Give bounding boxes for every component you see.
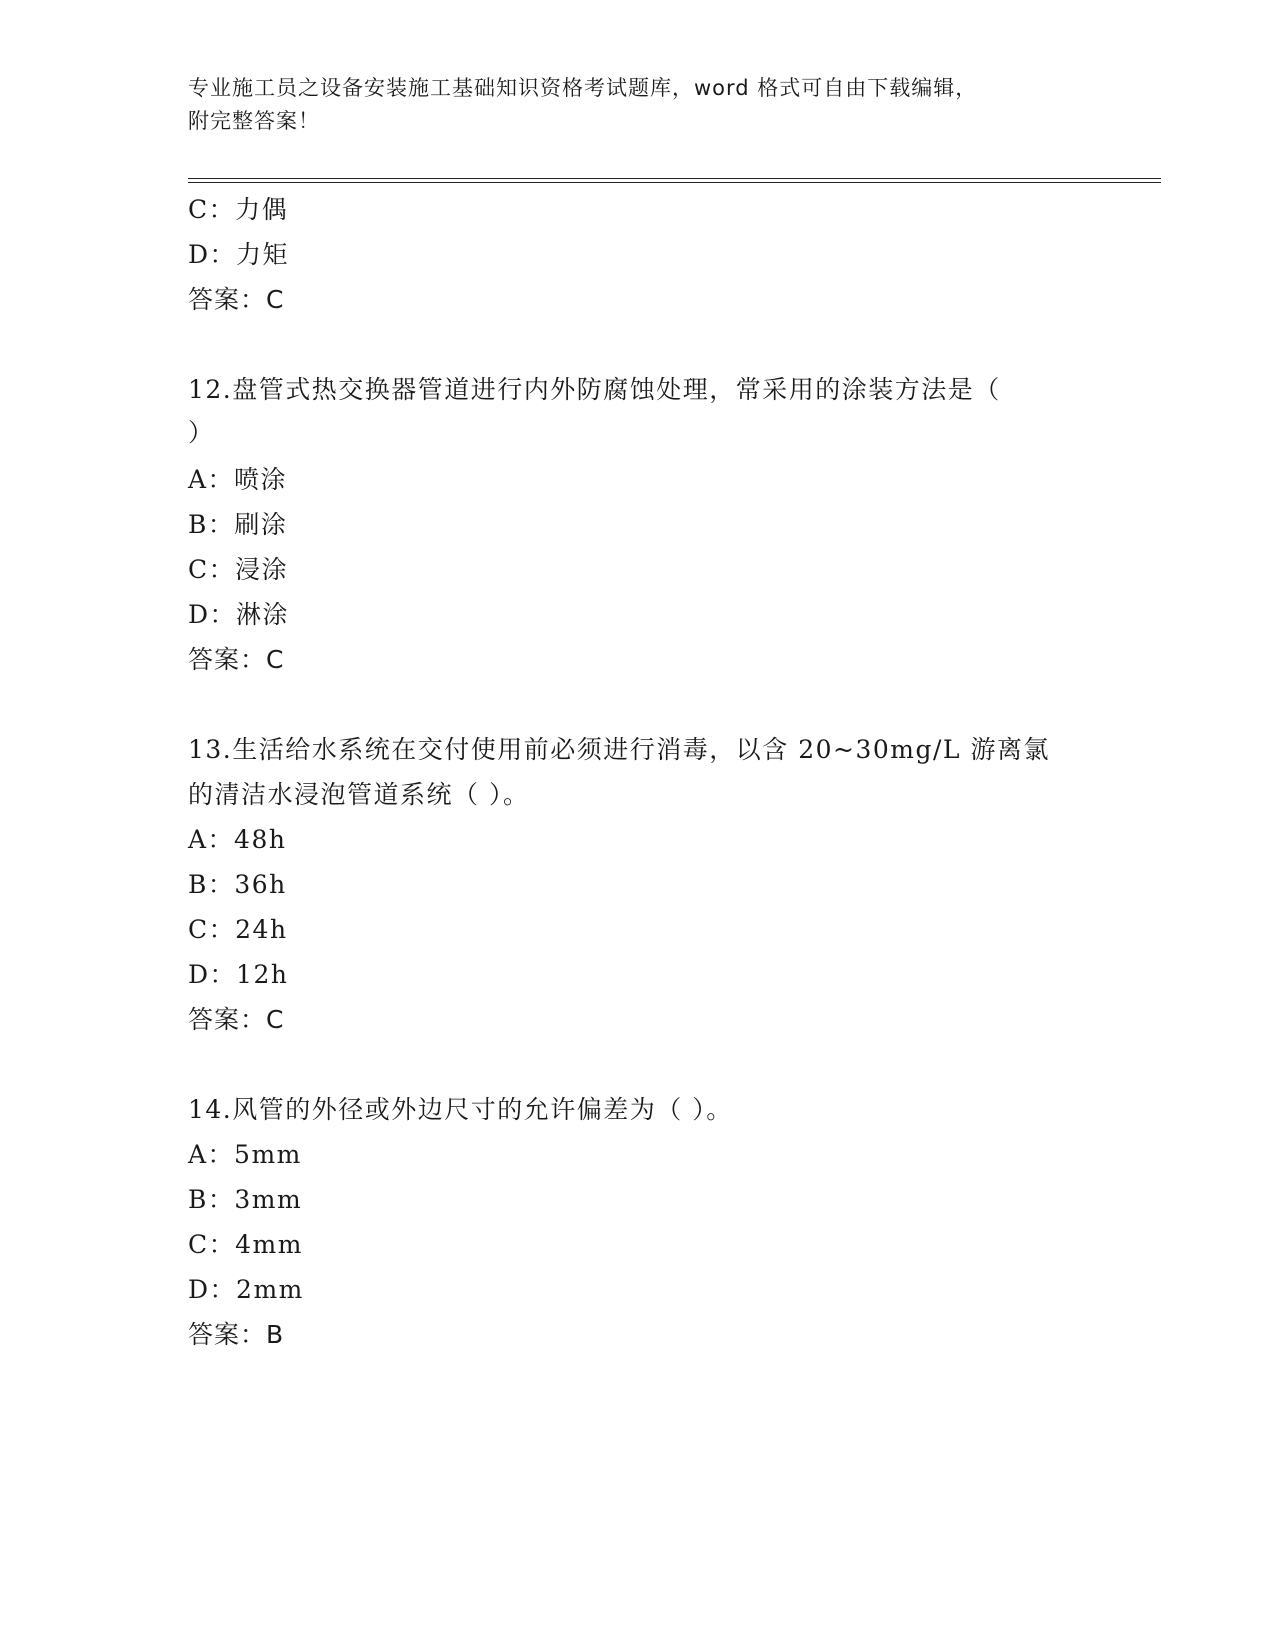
q13-option-d: D：12h [188,960,289,989]
header-line-2: 附完整答案！ [188,109,320,133]
q13-stem-line-1: 13.生活给水系统在交付使用前必须进行消毒，以含 20~30mg/L 游离氯 [188,735,1050,764]
header-divider-bottom [188,182,1161,183]
prev-option-d: D：力矩 [188,240,290,269]
q14-option-b: B：3mm [188,1185,303,1214]
q12-option-b: B：刷涂 [188,510,288,539]
q13-option-a: A：48h [188,825,287,854]
q12-option-d: D：淋涂 [188,600,290,629]
header-line-1: 专业施工员之设备安装施工基础知识资格考试题库，word 格式可自由下载编辑， [188,76,978,100]
q12-stem-line-2: ） [188,418,215,447]
q12-stem-line-1: 12.盘管式热交换器管道进行内外防腐蚀处理，常采用的涂装方法是（ [188,375,1001,404]
document-header [188,72,1088,138]
q14-stem-line-1: 14.风管的外径或外边尺寸的允许偏差为（ ）。 [188,1095,733,1124]
q13-option-b: B：36h [188,870,287,899]
q12-option-a: A：喷涂 [188,465,288,494]
q13-answer: 答案：C [188,1005,285,1034]
q14-option-a: A：5mm [188,1140,302,1169]
q14-answer: 答案：B [188,1320,285,1349]
q12-answer: 答案：C [188,645,285,674]
header-divider-top [188,178,1161,179]
q12-option-c: C：浸涂 [188,555,289,584]
q14-option-c: C：4mm [188,1230,303,1259]
q13-option-c: C：24h [188,915,288,944]
prev-answer: 答案：C [188,285,285,314]
q14-option-d: D：2mm [188,1275,304,1304]
q13-stem-line-2: 的清洁水浸泡管道系统（ ）。 [188,780,530,809]
prev-option-c: C：力偶 [188,195,289,224]
